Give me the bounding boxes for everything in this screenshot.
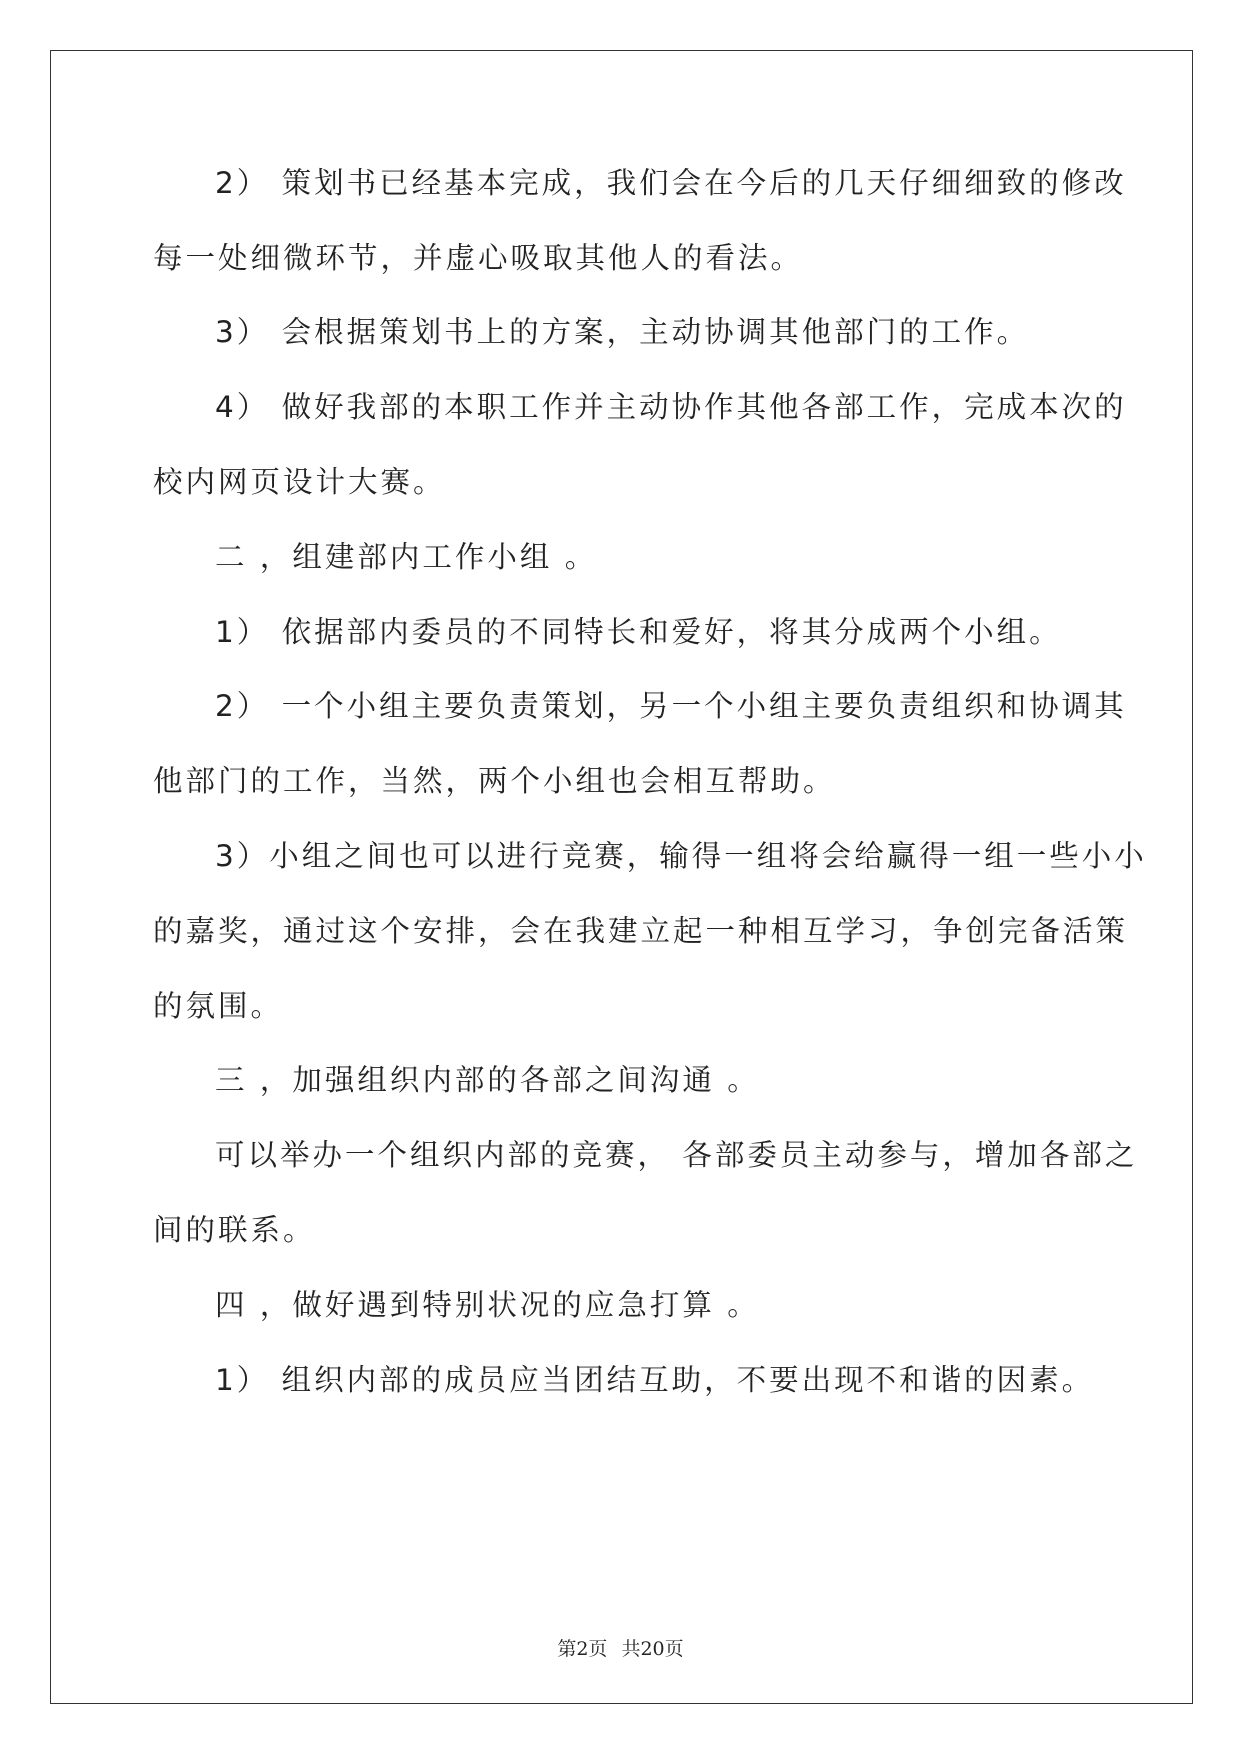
paragraph-line: 1） 依据部内委员的不同特长和爱好，将其分成两个小组。 <box>215 615 1062 649</box>
page-number: 第2页 <box>557 1638 608 1660</box>
paragraph-line: 的氛围。 <box>153 989 284 1023</box>
paragraph-line: 4） 做好我部的本职工作并主动协作其他各部工作，完成本次的 <box>215 390 1127 424</box>
paragraph-line: 1） 组织内部的成员应当团结互助，不要出现不和谐的因素。 <box>215 1363 1095 1397</box>
page-total: 共20页 <box>621 1638 684 1660</box>
section-heading: 二 ，组建部内工作小组 。 <box>215 540 598 574</box>
section-heading: 三 ，加强组织内部的各部之间沟通 。 <box>215 1063 760 1097</box>
paragraph-line: 他部门的工作，当然，两个小组也会相互帮助。 <box>153 764 836 798</box>
section-heading: 四 ，做好遇到特别状况的应急打算 。 <box>215 1288 760 1322</box>
paragraph-line: 间的联系。 <box>153 1213 316 1247</box>
paragraph-line: 2） 一个小组主要负责策划，另一个小组主要负责组织和协调其 <box>215 689 1127 723</box>
paragraph-line: 3） 会根据策划书上的方案，主动协调其他部门的工作。 <box>215 315 1030 349</box>
paragraph-line: 校内网页设计大赛。 <box>153 465 446 499</box>
paragraph-line: 3）小组之间也可以进行竞赛，输得一组将会给赢得一组一些小小 <box>215 839 1147 873</box>
paragraph-line: 2） 策划书已经基本完成，我们会在今后的几天仔细细致的修改 <box>215 166 1127 200</box>
page-footer <box>0 1634 1241 1661</box>
paragraph-line: 的嘉奖，通过这个安排，会在我建立起一种相互学习，争创完备活策 <box>153 914 1129 948</box>
paragraph-line: 可以举办一个组织内部的竞赛， 各部委员主动参与，增加各部之 <box>215 1138 1138 1172</box>
paragraph-line: 每一处细微环节，并虚心吸取其他人的看法。 <box>153 241 804 275</box>
